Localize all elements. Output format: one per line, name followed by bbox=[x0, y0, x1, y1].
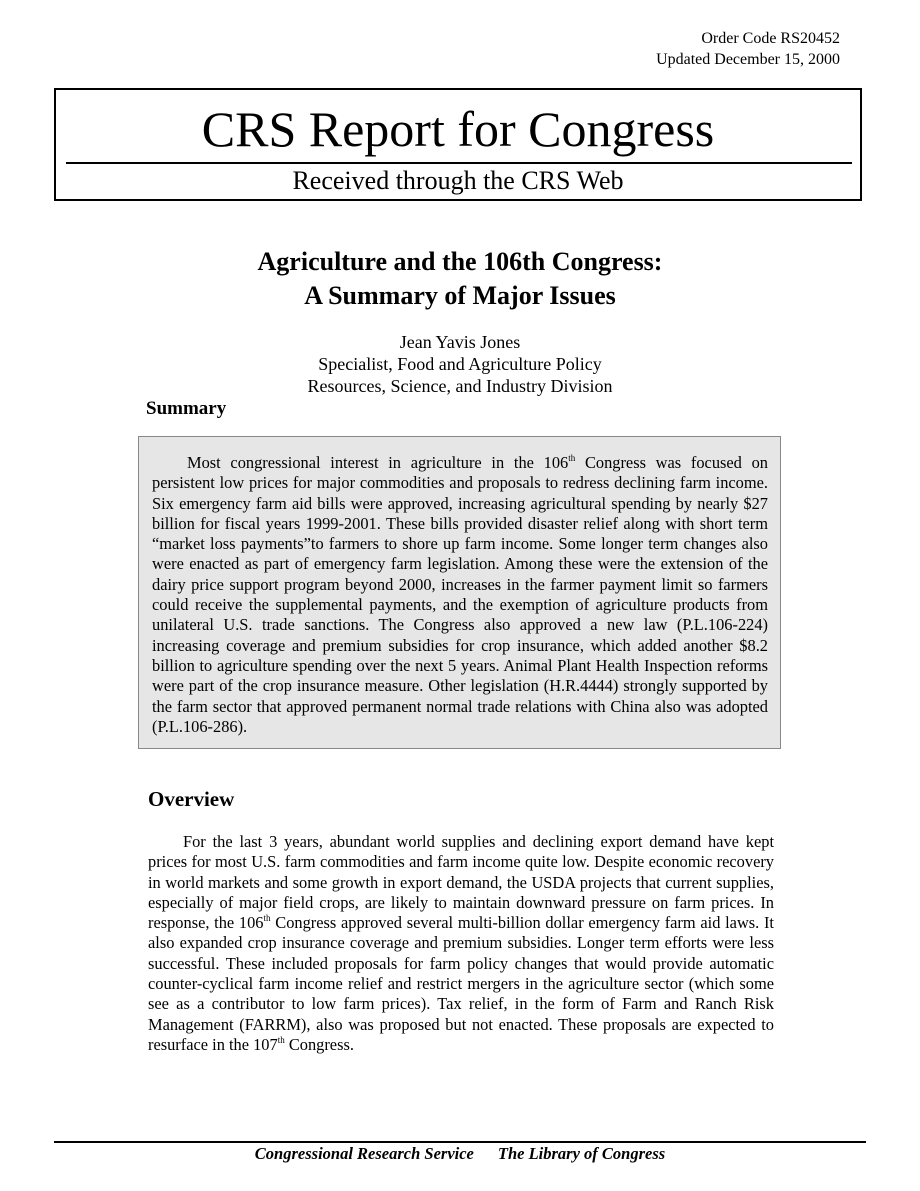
overview-ordinal-suffix-2: th bbox=[277, 1034, 285, 1045]
summary-paragraph bbox=[152, 453, 768, 737]
summary-ordinal-suffix: th bbox=[568, 453, 576, 463]
order-code: Order Code RS20452 bbox=[701, 30, 840, 47]
summary-box bbox=[138, 436, 781, 749]
summary-text-part2: Congress was focused on persistent low prices for major commodities and proposals to redress declining farm income. Six emergency farm aid bills were approved, increasing agricultural spending by nearly $27 billion for fiscal years 1999-2001. These bills provided disaster relief along with short term “market loss payments”to farmers to shore up farm income. Some longer term changes also were enacted as part of emergency farm legislation. Among these were the extension of the dairy price support program beyond 2000, increases in the farmer payment limit so farmers could receive the supplemental payments, and the exemption of agriculture products from unilateral U.S. trade sanctions. The Congress also approved a new law (P.L.106-224) increasing coverage and premium subsidies for crop insurance, which added another $8.2 billion to agriculture spending over the next 5 years. Animal Plant Health Inspection reforms were part of the crop insurance measure. Other legislation (H.R.4444) strongly supported by the farm sector that approved permanent normal trade relations with China also was adopted (P.L.106-286). bbox=[152, 453, 768, 736]
updated-date: Updated December 15, 2000 bbox=[656, 51, 840, 68]
footer-library: The Library of Congress bbox=[497, 1144, 666, 1163]
overview-text-part1: For the last 3 years, abundant world supplies and declining export demand have kept prices for most U.S. farm commodities and farm income quite low. Despite economic recovery in world markets and some growth in export demand, the USDA projects that current supplies, especially of major field crops, are likely to maintain downward pressure on farm prices. In response, the 106 bbox=[148, 832, 774, 933]
report-title-line1: Agriculture and the 106th Congress: bbox=[257, 247, 663, 276]
author-title: Specialist, Food and Agriculture Policy bbox=[318, 354, 602, 374]
summary-heading: Summary bbox=[146, 398, 227, 419]
overview-text-part2: Congress approved several multi-billion dollar emergency farm aid laws. It also expanded crop insurance coverage and premium subsidies. Longer term efforts were less successful. These included proposals for farm policy changes that would provide automatic counter-cyclical farm income relief and restrict mergers in the agriculture sector (which some see as a contributor to low farm prices). Tax relief, in the form of Farm and Ranch Risk Management (FARRM), also was proposed but not enacted. These proposals are expected to resurface in the 107 bbox=[148, 913, 774, 1054]
author-block bbox=[0, 331, 920, 397]
overview-body bbox=[148, 832, 774, 1055]
masthead-subtitle: Received through the CRS Web bbox=[292, 166, 624, 195]
masthead-title: CRS Report for Congress bbox=[201, 101, 715, 157]
summary-text-part1: Most congressional interest in agriculture in the 106 bbox=[187, 453, 569, 472]
report-title-line2: A Summary of Major Issues bbox=[304, 281, 616, 310]
overview-paragraph bbox=[148, 832, 774, 1055]
footer bbox=[0, 1143, 920, 1165]
masthead bbox=[54, 88, 862, 201]
footer-publisher: Congressional Research Service bbox=[254, 1144, 474, 1163]
author-name: Jean Yavis Jones bbox=[399, 332, 521, 352]
masthead-divider bbox=[66, 162, 852, 164]
overview-text-part3: Congress. bbox=[284, 1034, 354, 1054]
overview-ordinal-suffix-1: th bbox=[263, 913, 271, 924]
order-info bbox=[656, 28, 840, 70]
overview-heading: Overview bbox=[148, 787, 235, 811]
report-title bbox=[0, 245, 920, 313]
author-division: Resources, Science, and Industry Division bbox=[307, 376, 613, 396]
